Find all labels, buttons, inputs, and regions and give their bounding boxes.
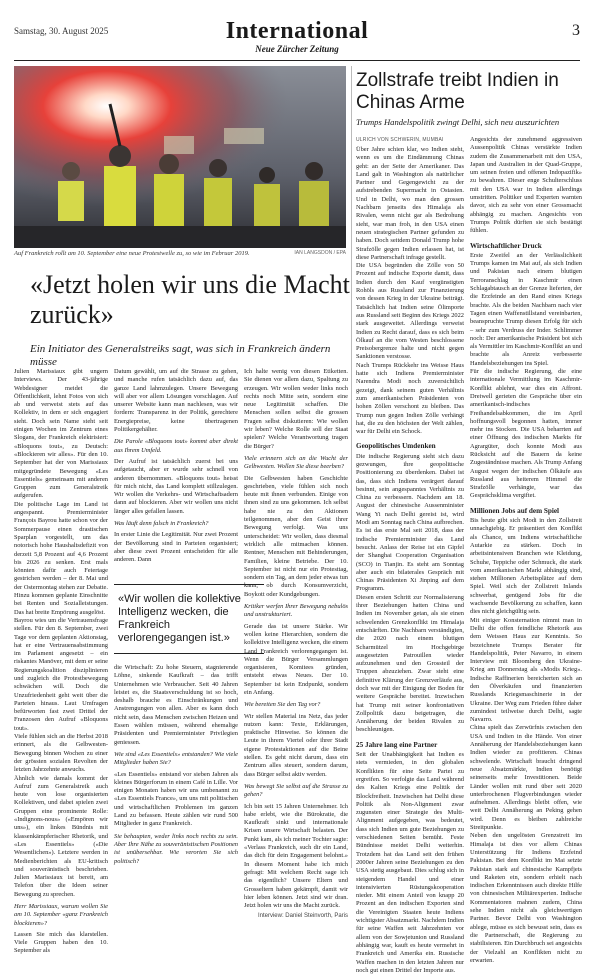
paragraph: Ich bin seit 15 Jahren Unternehmer. Ich habe erlebt, wie die Bürokratie, die Kaufkraft sinkt und internationale Krisen unsere Wirtschaft belasten. Der Punkt kam, als ich meiner Tochter sagte: «Verlass Frankreich, such dir ein Land, das dich für dein Engagement belohnt.» In diesem Moment habe ich mich gefragt: Mit welchem Recht sage ich das eigentlich? Unsere Eltern und Grosseltern haben gekämpft, damit wir hier leben können. Jetzt sind wir dran. Jetzt holen wir uns die Macht zurück.: [244, 802, 348, 910]
photo-credit: IAN LANGSDON / EPA: [294, 250, 346, 256]
right-col-2: [470, 136, 582, 964]
interview-question: Was bewegt Sie selbst auf die Strasse zu gehen?: [244, 782, 348, 799]
subheading: Millionen Jobs auf dem Spiel: [470, 506, 560, 515]
paragraph: Der Aufruf ist tatsächlich zuerst bei uns aufgetaucht, aber er wurde sehr schnell von anderen übernommen. «Bloquons tout» heisst für mich nicht, das Land komplett stillzulegen. Wir wollen die Verkehrs- und Wirtschaftsadern dann auf blockieren. Aber wir wollen uns nicht länger alles gefallen lassen.: [114, 457, 238, 515]
paragraph: Mit einiger Konsternation nimmt man in Delhi die offen feindliche Rhetorik aus dem Weissen Haus zur Kenntnis. So bezeichnete Trumps Berater für Handelspolitik, Peter Navarro, in einem Interview mit Bloomberg den Ukraine-Krieg am Donnerstag als «Modis Krieg». Indische Raffinerien bereicherten sich an den Ölverkäufen und finanzierten Russlands Kriegsmaschinerie in der Ukraine. Der Weg zum Frieden führe daher zumindest teilweise durch Delhi, sagte Navarro.: [470, 616, 582, 724]
paragraph: Diesen ersten Schritt zur Normalisierung ihrer Beziehungen hatten China und Indien im November getan, als sie einen schwelenden Grenzkonflikt im Himalaja entschärften. Die Nachbarn verständigten, die 2020 nach einem blutigen Scharmützel im Hochgebirge ausgesetzten Patrouillen wieder aufzunehmen und den Grossteil der Truppen abzuziehen. Zwar steht eine definitive Klärung der Grenzverläufe aus, doch war mit der Einigung der Boden für weitere Gespräche bereitet. Inzwischen hat Trump mit seiner konfrontativen Zollpolitik dazu beigetragen, die Annäherung der beiden Rivalen zu beschleunigen.: [356, 593, 464, 734]
interview-signature: Interview: Daniel Steinvorth, Paris: [257, 913, 348, 920]
paragraph: In erster Linie die Legitimität. Nur zwei Prozent der Bevölkerung sind in Parteien organisiert; aber diese zwei Prozent entscheiden für alle anderen. Dann: [114, 531, 238, 564]
newspaper-name: Neue Zürcher Zeitung: [255, 44, 339, 54]
left-col-2-bottom: [114, 664, 238, 868]
paragraph: Für die indische Regierung, die eine internationale Vermittlung im Kaschmir-Konflikt ablehnt, war dies ein Affront. Dreiwell gerieten die Gespräche über ein amerikanisch-indisches Freihandelsabkommen, die im April hoffnungsvoll begonnen hatten, immer mehr ins Stocken. Die USA beharrten auf einer Öffnung des indischen Markts für Agrargüter, doch konnte Modi aus Rücksicht auf die Bauern da keine Zugeständnisse machen. Als Trump Anfang August wegen der indischen Ölkäufe aus Russland aus heiterem Himmel die Strafzölle verhängte, war das Gesprächsklima vergiftet.: [470, 368, 582, 500]
paragraph: Viele fühlen sich an die Herbst 2018 erinnert, als die Gelbwesten-Bewegung binnen Wochen zu einer der grössten sozialen Revolten der letzten Jahrzehnte anwuchs.: [14, 733, 108, 774]
page-number: 3: [572, 22, 580, 39]
paragraph: Lassen Sie mich das klarstellen. Viele Gruppen haben den 10. September als: [14, 930, 108, 955]
paragraph: Erste Zweifel an der Verlässlichkeit Trumps kamen im Mai auf, als sich Indien und Pakistan nach einem blutigen Terroranschlag in Kaschmir einen Schlagabtausch an der Grenze lieferten, der die Erzfeinde an den Rand eines Kriegs brachte. Als die beiden Nachbarn nach vier Tagen einen Waffenstillstand vereinbarten, beanspruchte Trump diesen Erfolg für sich – sehr zum Verdruss der Inder. Schlimmer noch: Der amerikanische Präsident bot sich als Vermittler im Kaschmir-Konflikt an und brachte als Anreiz verbesserte Handelsbeziehungen ins Spiel.: [470, 251, 582, 367]
protest-photo-illustration: [14, 66, 346, 248]
paragraph: Die Gelbwesten haben Geschichte geschrieben, viele fühlen sich noch heute mit ihnen verbunden. Einige von ihnen sind zu uns gekommen. Ich selbst habe nie zu den Aktionen teilgenommen, aber den Geist ihrer Bewegung verfolgt. Was uns unterscheidet: Wir wollen, dass diesmal wirklich alle mitmachen können. Rentner, Menschen mit Behinderungen, Familien, kleine Betriebe. Der 10. September ist nicht nur ein Protesttag, sondern ein Tag, an dem jeder etwas tun kann, ob durch Konsumverzicht, Boykott oder Kundgebungen.: [244, 474, 348, 598]
paragraph: Julien Marissiaux gibt ungern Interviews. Der 43-jährige Webdesigner meidet die Öffentlichkeit, lehnt Fotos von sich ab und verweist stets auf das Kollektiv, in dem er sich engagiert sieht. Doch sein Name steht seit einigen Wochen im Zentrum eines Slogans, der Frankreich elektrisiert: «Bloquons tout», zu Deutsch: «Blockieren wir alles». Für den 10. September hat der von Marissiaux mitgegründete Bewegung «Les Essentiels» gemeinsam mit anderen Gruppen zum Generalstreik aufgerufen.: [14, 368, 108, 500]
interview-question: Wie bereiten Sie den Tag vor?: [244, 701, 321, 709]
left-col-2-top: [114, 368, 238, 582]
interview-question: Sie behaupten, weder links noch rechts zu sein. Aber Ihre Nähe zu souveränistischen Positionen ist unübersehbar. Wie verorten Sie sich politisch?: [114, 832, 238, 865]
paragraph: China spielt das Zerwürfnis zwischen den USA und Indien in die Hände. Von einer Annäherung der Handelsbeziehungen kann Indien wieder zu profitieren. Chinas schwelende. Wirtschaft braucht dringend neue Absatzmärkte, Indien benötigt seinerseits mehr Investitionen. Beide Länder wollen mit rund über seit 2020 unterbrochenen Flugverbindungen wieder aufnehmen. Allerdings bleibt offen, wie weit Delhi Annäherung an Peking gehen wird. Denn es bleiben zahlreiche Streitpunkte.: [470, 724, 582, 832]
left-col-3: [244, 368, 348, 920]
section-title: International: [225, 18, 369, 44]
paragraph: Über Jahre schien klar, wo Indien steht, wenn es um die Eindämmung Chinas geht: an der Seite der Amerikaner. Das Land galt in Washington als natürlicher Partner und Gegengewicht zu der aufstrebenden Supermacht in Ostasien. Und in Delhi, wo man den grossen Nachbarn jenseits des Himalaja als Rivalen, wenn nicht gar als Bedrohung sieht, war man froh, in den USA einen neuen strategischen Partner gefunden zu haben. Doch seitdem Donald Trump hohe Strafzölle gegen Indien erlassen hat, ist diese Partnerschaft infrage gestellt.: [356, 146, 464, 261]
paragraph: Ich halte wenig von diesen Etiketten. Sie dienen vor allem dazu, Spaltung zu erzeugen. Wir wollen weder links noch rechts noch Mitte sein, sondern eine neue Legitimität schaffen. Die Menschen sollen selbst die grossen Fragen selbst diskutieren: Wie wollen wir leben? Welche Rolle soll der Staat spielen? Welche Verantwortung tragen die Bürger?: [244, 368, 348, 450]
byline: ULRICH VON SCHWERIN, MUMBAI: [356, 137, 444, 143]
header-rule: [14, 60, 580, 61]
paragraph: Ähnlich wie damals kommt der Aufruf zum Generalstreik auch heute von lose organisierten Kollektiven, und dabei spielen zwei Gruppen eine prominente Rolle: «Indignons-nous» («Empören wir uns»), ein linkes Bündnis mit klassenkämpferischer Rhetorik, und «Les Essentiels» («Die Wesentlichen»). Letztere werden in Medienberichten als EU-kritisch und souveränistisch beschrieben. Julien Marissiaux ist bereit, am Telefon über die Ideen seiner Bewegung zu sprechen.: [14, 774, 108, 898]
column-divider: [351, 66, 352, 868]
subheading: Geopolitisches Umdenken: [356, 442, 436, 451]
paragraph: Angesichts der zunehmend aggressiven Aussenpolitik Chinas verstärkte Indien zudem die Zusammenarbeit mit den USA, Japan und Australien in der Quad-Gruppe, um seinen freien und offenen Indopazifik» zu bewahren. Dieser enge Schulterschluss mit den USA war in Indien allerdings umstritten. Politiker und Experten warnten davor, sich zu sehr von einer Grossmacht abhängig zu machen. Angesichts von Trumps Politik dürften sie sich bestätigt fühlen.: [470, 136, 582, 235]
right-col-1: [356, 146, 464, 974]
interview-question: Viele erinnern sich an die Wucht der Gelbwesten. Wollen Sie diese beerben?: [244, 454, 348, 471]
protest-photo: [14, 66, 346, 248]
paragraph: Die USA begründen die Zölle von 50 Prozent auf indische Exporte damit, dass Indien durch den Kauf vergünstigten Rohöls aus Russland zur Finanzierung von dessen Krieg in der Ukraine beiträgt. Tatsächlich hat Indien seine Ölimporte aus Russland seit Beginn des Kriegs 2022 stark ausgeweitet. Allerdings verweist Indien zu Recht darauf, dass es sich beim Ölkauf an die vom Westen beschlossene Preisobergrenze halte und nicht gegen Sanktionen verstosse.: [356, 262, 464, 361]
paragraph: Neben den ungelösten Grenzstreit im Himalaja ist dies vor allem Chinas Unterstützung für Indiens Erzfeind Pakistan. Bei dem Konflikt im Mai setzte Pakistan stark auf chinesische Kampfjets und Raketen ein, sondern erhielt nach indischen Erkenntnissen auch direkte Hilfe von chinesischen Militärexperten. Indische Kommentatoren mahnen zudem, China sehe Indien nicht als gleichwertigen Partner. Bevor Delhi von Washington ablege, müsse es sich bewusst sein, dass es die Partnerschaft, die Regierung zu stabilisieren. Ein Durchbruch sei angesichts der Vielzahl an Konflikten nicht zu erwarten.: [470, 832, 582, 964]
photo-caption: Auf Frankreich rollt am 10. September eine neue Protestwelle zu, so wie im Februar 2019.: [14, 250, 250, 257]
pull-quote: «Wir wollen die kollektive Intelligenz wecken, die Frankreich verlorengegangen ist.»: [114, 584, 264, 654]
paragraph: Die politische Lage im Land ist angespannt. Premierminister François Bayrou hatte schon vor der Sommerpause einen drastischen Sparplan vorgestellt, um das notorisch hohe Haushaltsdefizit von derzeit 5,8 Prozent auf 4,6 Prozent bis 2026 zu senken. Erst mals könnten dafür auch Feiertage gestrichen werden – der 8. Mai und der Ostermontag stehen zur Debatte. Hinzu kommen geplante Einschnitte bei Renten und Sozialleistungen. Das hat breite Empörung ausgelöst.: [14, 500, 108, 616]
paragraph: Die indische Regierung sieht sich dazu gezwungen, ihre geopolitische Positionierung zu überdenken. Dabei ist das, dass sich Indiens verärgert darauf besinnt, sein angespanntes Verhältnis zu China zu verbessern. Nachdem am 18. August der chinesische Aussenminister Wang Yi nach Delhi gereist ist, wird Modi am Sonntag nach China aufbrechen. Es ist das erste Mal seit 2018, dass der indische Premierminister das Land besucht. Anlass der Reise ist ein Gipfel der Shanghai Cooperation Organisation (SCO) in Tianjin. Es steht am Sonntag aber auch ein bilaterales Gespräch mit Chinas Präsidenten Xi Jinping auf dem Programm.: [356, 452, 464, 593]
paragraph: Bayrou wies um die Vertrauensfrage stellen. Für den 8. September, zwei Tage vor dem geplanten Aktionstag, hat er eine Vertrauensabstimmung im Parlament angesetzt – ein riskantes Manöver, mit dem er seine Regierungskoalition disziplinieren und zugleich die Protestbewegung schwächen will. Doch die Unzufriedenheit geht weit über die Parteien hinaus. Laut Umfragen befürworten fast zwei Drittel der Franzosen den Aufruf «Bloquons tout».: [14, 616, 108, 732]
subheading: 25 Jahre lang eine Partner: [356, 740, 438, 749]
paragraph: Gerade das ist unsere Stärke. Wir wollen keine Hierarchien, sondern die kollektive Intelligenz wecken, die einem Land Frankreich verlorengegangen ist. Wenn die Bürger Versammlungen organisieren, Komitees gründen, entsteht etwas Neues. Der 10. September ist kein Endpunkt, sondern ein Anfang.: [244, 622, 348, 696]
issue-date: Samstag, 30. August 2025: [14, 26, 109, 36]
paragraph: Datum gewählt, um auf die Strasse zu gehen, und manche rufen tatsächlich dazu auf, das ganze Land lahmzulegen. Unsere Bewegung will aber vor allem Lösungen vorschlagen. Auf unserer Website kann man nachlesen, was wir fordern: Transparenz in der Politik, gerechtere Energiepreise, keine übertragenen Politikergehälter.: [114, 368, 238, 434]
paragraph: «Les Essentiels» entstand vor sieben Jahren als kleines Bürgerforum in einem Café in Lille. Vor einigen Monaten haben wir uns umbenannt zu «Les Essentiels France», um uns mit politischen und wirtschaftlichen Problemen im ganzen Land zu befassen. Heute zählen wir rund 500 Mitglieder in ganz Frankreich.: [114, 770, 238, 828]
paragraph: die Wirtschaft: Zu hohe Steuern, stagnierende Löhne, sinkende Kaufkraft – das trifft Unternehmen wie Verbraucher. Seit 40 Jahren leistet es, die Staatsverschuldung ist so hoch, deshalb brauche es Einschränkungen und Anstrengungen von allen. Aber es kann doch nicht sein, dass Menschen zwischen Heizen und Essen wählen müssen, während ehemalige Präsidenten und Premierminister Privilegien geniessen.: [114, 664, 238, 746]
interview-question: Was läuft denn falsch in Frankreich?: [114, 520, 209, 528]
paragraph: Nach Trumps Rückkehr ins Weisse Haus hatte sich Indiens Premierminister Narendra Modi noch zuversichtlich gezeigt, dank seinem guten Verhältnis zum amerikanischen Präsidenten von hohen Zöllen verschont zu bleiben. Das Trump nun gegen Indien Zölle verhängt hat, die zu den höchsten der Welt zählen, war für Delhi ein Schock.: [356, 361, 464, 436]
subheading: Wirtschaftlicher Druck: [470, 241, 542, 250]
interview-question: Kritiker werfen Ihrer Bewegung nebulös und unstrukturiert.: [244, 603, 348, 619]
paragraph: Bis heute gibt sich Modi in den Zollstreit unnachgiebig. Er präsentiert den Konflikt als Chance, um Indiens wirtschaftliche Autarkie zu stärken. Doch in arbeitsintensiven Branchen wie Kleidung, Schuhe, Teppiche oder Schmuck, die stark vom amerikanischen Markt abhängig sind, stehen Millionen Arbeitsplätze auf dem Spiel. Weil sich der Zollstreit Inlands schwerbat, genügend Jobs für die wachsende Bevölkerung zu schaffen, kann dies nicht gleichgültig sein.: [470, 517, 582, 616]
right-headline: Zollstrafe treibt Indien in Chinas Arme: [356, 70, 559, 113]
paragraph: Seit der Unabhängigkeit hat Indien es stets vermieden, in den globalen Konflikten für eine Seite Partei zu ergreifen. So verfolgte das Land während des Kalten Kriegs eine Politik der Blockfreiheit. Inzwischen hat Delhi diese Politik als Non-Alignment zwar zugunsten einer Strategie des Multi-Alignment aufgegeben, was bedeutet, dass sich Indien um gute Beziehungen zu verschiedenen Seiten bemüht. Feste Bündnisse meidet Delhi weiterhin. Trotzdem hat das Land seit den frühen 2000er Jahren seine Beziehungen zu den USA stetig ausgebaut. Dies schlug sich in steigendem Handel und einer intensivierten Rüstungskooperation nieder. Mit einem Anteil von knapp 20 Prozent an den indischen Exporten sind die Vereinigten Staaten heute Indiens wichtigster Absatzmarkt. Nachdem Indien für seine Waffen seit Jahrzehnten vor allem von der Sowjetunion und Russland abhängig war, kauft es heute vermehrt in Frankreich und Amerika ein. Russische Waffen machen in den letzten Jahren nur noch gut einen Drittel der Importe aus.: [356, 751, 464, 974]
interview-question: Die Parole «Bloquons tout» kommt aber direkt aus Ihrem Umfeld.: [114, 438, 238, 454]
paragraph: Wir stellen Material ins Netz, das jeder nutzen kann: Texte, Erklärungen, praktische Hinweise. So können die Leute in ihrem Viertel oder ihrer Stadt eigene Protestaktionen auf die Beine stellen. Es geht nicht darum, dass ein Zentrum alles steuert, sondern darum, dass Bürger selbst aktiv werden.: [244, 712, 348, 778]
left-headline: «Jetzt holen wir uns die Macht zurück»: [30, 270, 350, 329]
interview-question: Wie sind «Les Essentiels» entstanden? Wie viele Mitglieder haben Sie?: [114, 750, 238, 767]
left-col-1: [14, 368, 108, 955]
interview-question: Herr Marissiaux, warum wollen Sie am 10. September «ganz Frankreich blockieren»?: [14, 903, 108, 927]
right-teaser: Trumps Handelspolitik zwingt Delhi, sich neu auszurichten: [356, 117, 560, 127]
left-teaser: Ein Initiator des Generalstreiks sagt, was sich in Frankreich ändern müsse: [30, 343, 331, 369]
